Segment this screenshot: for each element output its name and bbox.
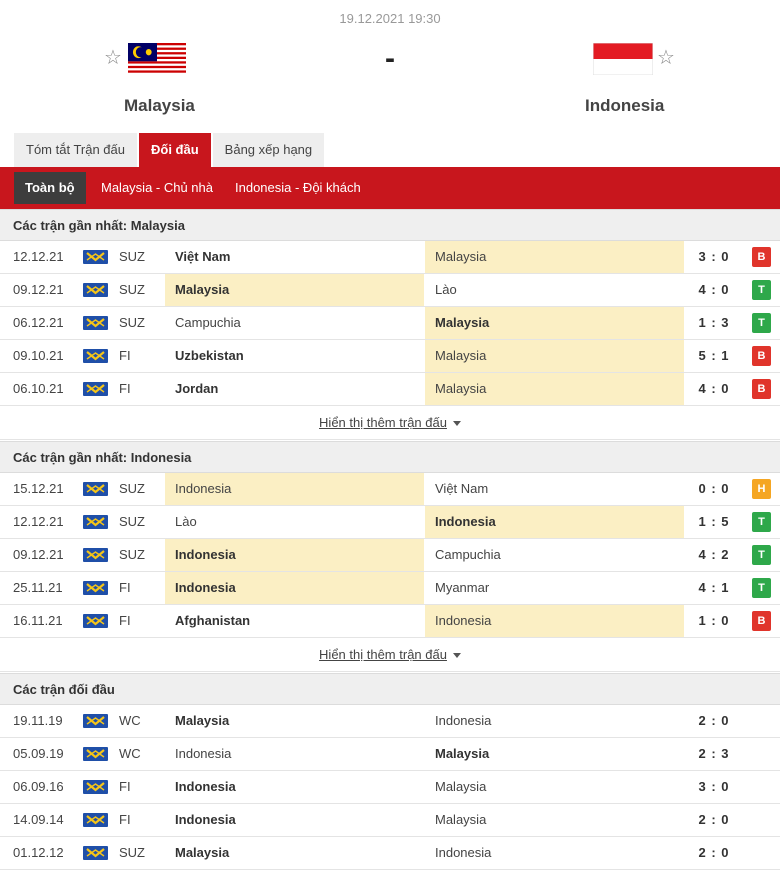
- home-team-name[interactable]: Malaysia: [124, 96, 195, 115]
- home-team[interactable]: Jordan: [175, 381, 219, 396]
- match-date: 06.09.16: [13, 779, 64, 794]
- away-team[interactable]: Lào: [435, 282, 457, 297]
- match-score[interactable]: 2 : 0: [698, 845, 730, 860]
- tab-match-summary[interactable]: Tóm tắt Trận đấu: [14, 133, 137, 167]
- competition-icon: [83, 548, 108, 562]
- result-badge: T: [752, 280, 771, 300]
- match-score[interactable]: 2 : 0: [698, 713, 730, 728]
- filter-indonesia-away[interactable]: Indonesia - Đội khách: [235, 180, 361, 195]
- competition-code: FI: [119, 580, 131, 595]
- competition-icon: [83, 780, 108, 794]
- match-row[interactable]: [0, 473, 780, 506]
- show-more-link[interactable]: [0, 638, 780, 672]
- competition-code: SUZ: [119, 547, 145, 562]
- competition-icon: [83, 515, 108, 529]
- away-team[interactable]: Myanmar: [435, 580, 490, 595]
- favorite-away-star-icon[interactable]: ☆: [657, 47, 675, 69]
- match-date: 15.12.21: [13, 481, 64, 496]
- home-team[interactable]: Indonesia: [165, 539, 424, 571]
- competition-code: WC: [119, 746, 141, 761]
- match-date: 14.09.14: [13, 812, 64, 827]
- competition-code: SUZ: [119, 514, 145, 529]
- away-team-name[interactable]: Indonesia: [585, 96, 665, 115]
- match-row[interactable]: [0, 837, 780, 870]
- match-score[interactable]: 1 : 0: [698, 613, 730, 628]
- match-score[interactable]: 4 : 0: [698, 381, 730, 396]
- tab-standings[interactable]: Bảng xếp hạng: [213, 133, 324, 167]
- home-team[interactable]: Campuchia: [175, 315, 241, 330]
- match-row[interactable]: [0, 804, 780, 837]
- away-team[interactable]: Campuchia: [435, 547, 501, 562]
- main-tabs: [14, 133, 326, 167]
- match-score[interactable]: 4 : 1: [698, 580, 730, 595]
- matches-section: [0, 673, 780, 870]
- match-header: [0, 0, 780, 130]
- competition-code: FI: [119, 381, 131, 396]
- home-team[interactable]: Lào: [175, 514, 197, 529]
- away-team[interactable]: Malaysia: [425, 340, 684, 372]
- match-score[interactable]: 0 : 0: [698, 481, 730, 496]
- competition-code: SUZ: [119, 315, 145, 330]
- competition-icon: [83, 813, 108, 827]
- match-score[interactable]: 2 : 3: [698, 746, 730, 761]
- competition-icon: [83, 250, 108, 264]
- match-score[interactable]: 1 : 5: [698, 514, 730, 529]
- match-date: 12.12.21: [13, 249, 64, 264]
- matches-section: [0, 441, 780, 672]
- match-date: 06.12.21: [13, 315, 64, 330]
- home-team[interactable]: Uzbekistan: [175, 348, 244, 363]
- competition-icon: [83, 846, 108, 860]
- result-badge: H: [752, 479, 771, 499]
- competition-code: SUZ: [119, 282, 145, 297]
- match-score[interactable]: 5 : 1: [698, 348, 730, 363]
- away-team[interactable]: Malaysia: [435, 779, 487, 794]
- result-badge: T: [752, 578, 771, 598]
- competition-icon: [83, 614, 108, 628]
- home-team[interactable]: Malaysia: [175, 845, 230, 860]
- match-row[interactable]: [0, 373, 780, 406]
- match-row[interactable]: [0, 605, 780, 638]
- match-row[interactable]: [0, 771, 780, 804]
- competition-code: FI: [119, 348, 131, 363]
- away-team[interactable]: Malaysia: [425, 373, 684, 405]
- match-row[interactable]: [0, 506, 780, 539]
- competition-code: SUZ: [119, 481, 145, 496]
- match-date: 06.10.21: [13, 381, 64, 396]
- competition-icon: [83, 316, 108, 330]
- match-row[interactable]: [0, 241, 780, 274]
- match-date: 25.11.21: [13, 580, 63, 595]
- home-team[interactable]: Afghanistan: [175, 613, 251, 628]
- competition-icon: [83, 482, 108, 496]
- competition-icon: [83, 747, 108, 761]
- result-badge: B: [752, 247, 771, 267]
- match-row[interactable]: [0, 307, 780, 340]
- match-score[interactable]: 4 : 0: [698, 282, 730, 297]
- home-team[interactable]: Indonesia: [165, 473, 424, 505]
- competition-icon: [83, 283, 108, 297]
- away-team[interactable]: Malaysia: [425, 241, 684, 273]
- home-team[interactable]: Malaysia: [175, 713, 230, 728]
- result-badge: B: [752, 346, 771, 366]
- favorite-home-star-icon[interactable]: ☆: [104, 47, 122, 69]
- result-badge: B: [752, 611, 771, 631]
- caret-down-icon: [453, 421, 461, 426]
- away-team[interactable]: Indonesia: [425, 605, 684, 637]
- competition-code: SUZ: [119, 249, 145, 264]
- section-title: Các trận gần nhất: Indonesia: [0, 441, 780, 473]
- home-team[interactable]: Indonesia: [175, 779, 236, 794]
- match-date: 09.10.21: [13, 348, 64, 363]
- away-team[interactable]: Indonesia: [435, 845, 492, 860]
- match-date: 12.12.21: [13, 514, 64, 529]
- show-more-label: Hiển thị thêm trận đấu: [319, 415, 447, 430]
- away-team[interactable]: Malaysia: [425, 307, 684, 339]
- home-team[interactable]: Indonesia: [165, 572, 424, 604]
- match-row[interactable]: [0, 539, 780, 572]
- matches-section: [0, 209, 780, 440]
- result-badge: T: [752, 512, 771, 532]
- competition-code: FI: [119, 613, 131, 628]
- match-date: 05.09.19: [13, 746, 64, 761]
- result-badge: T: [752, 545, 771, 565]
- indonesia-flag-icon[interactable]: [593, 43, 653, 75]
- match-date: 09.12.21: [13, 282, 64, 297]
- match-row[interactable]: [0, 705, 780, 738]
- match-date: 16.11.21: [13, 613, 63, 628]
- filter-bar: [0, 167, 780, 209]
- match-date: 09.12.21: [13, 547, 64, 562]
- match-date: 01.12.12: [13, 845, 64, 860]
- competition-icon: [83, 581, 108, 595]
- match-row[interactable]: [0, 340, 780, 373]
- home-team[interactable]: Malaysia: [165, 274, 424, 306]
- match-score[interactable]: 3 : 0: [698, 779, 730, 794]
- competition-code: FI: [119, 779, 131, 794]
- match-row[interactable]: [0, 274, 780, 307]
- result-badge: T: [752, 313, 771, 333]
- home-team[interactable]: Indonesia: [175, 746, 232, 761]
- match-row[interactable]: [0, 572, 780, 605]
- show-more-link[interactable]: [0, 406, 780, 440]
- match-row[interactable]: [0, 738, 780, 771]
- competition-icon: [83, 714, 108, 728]
- filter-malaysia-home[interactable]: Malaysia - Chủ nhà: [101, 180, 213, 195]
- away-team[interactable]: Malaysia: [435, 812, 487, 827]
- caret-down-icon: [453, 653, 461, 658]
- filter-all[interactable]: Toàn bộ: [14, 172, 86, 204]
- competition-icon: [83, 382, 108, 396]
- competition-code: WC: [119, 713, 141, 728]
- competition-icon: [83, 349, 108, 363]
- match-score[interactable]: 3 : 0: [698, 249, 730, 264]
- home-team[interactable]: Việt Nam: [175, 249, 231, 264]
- match-score[interactable]: 4 : 2: [698, 547, 730, 562]
- home-team[interactable]: Indonesia: [175, 812, 236, 827]
- score-separator: -: [385, 42, 395, 75]
- away-team[interactable]: Malaysia: [435, 746, 490, 761]
- away-team[interactable]: Việt Nam: [435, 481, 489, 496]
- show-more-label: Hiển thị thêm trận đấu: [319, 647, 447, 662]
- away-team[interactable]: Indonesia: [425, 506, 684, 538]
- match-datetime: 19.12.2021 19:30: [339, 11, 441, 26]
- section-title: Các trận đối đầu: [0, 673, 780, 705]
- result-badge: B: [752, 379, 771, 399]
- match-date: 19.11.19: [13, 713, 63, 728]
- tab-head-to-head[interactable]: Đối đầu: [139, 133, 211, 167]
- competition-code: FI: [119, 812, 131, 827]
- section-title: Các trận gần nhất: Malaysia: [0, 209, 780, 241]
- match-score[interactable]: 2 : 0: [698, 812, 730, 827]
- match-score[interactable]: 1 : 3: [698, 315, 730, 330]
- away-team[interactable]: Indonesia: [435, 713, 492, 728]
- competition-code: SUZ: [119, 845, 145, 860]
